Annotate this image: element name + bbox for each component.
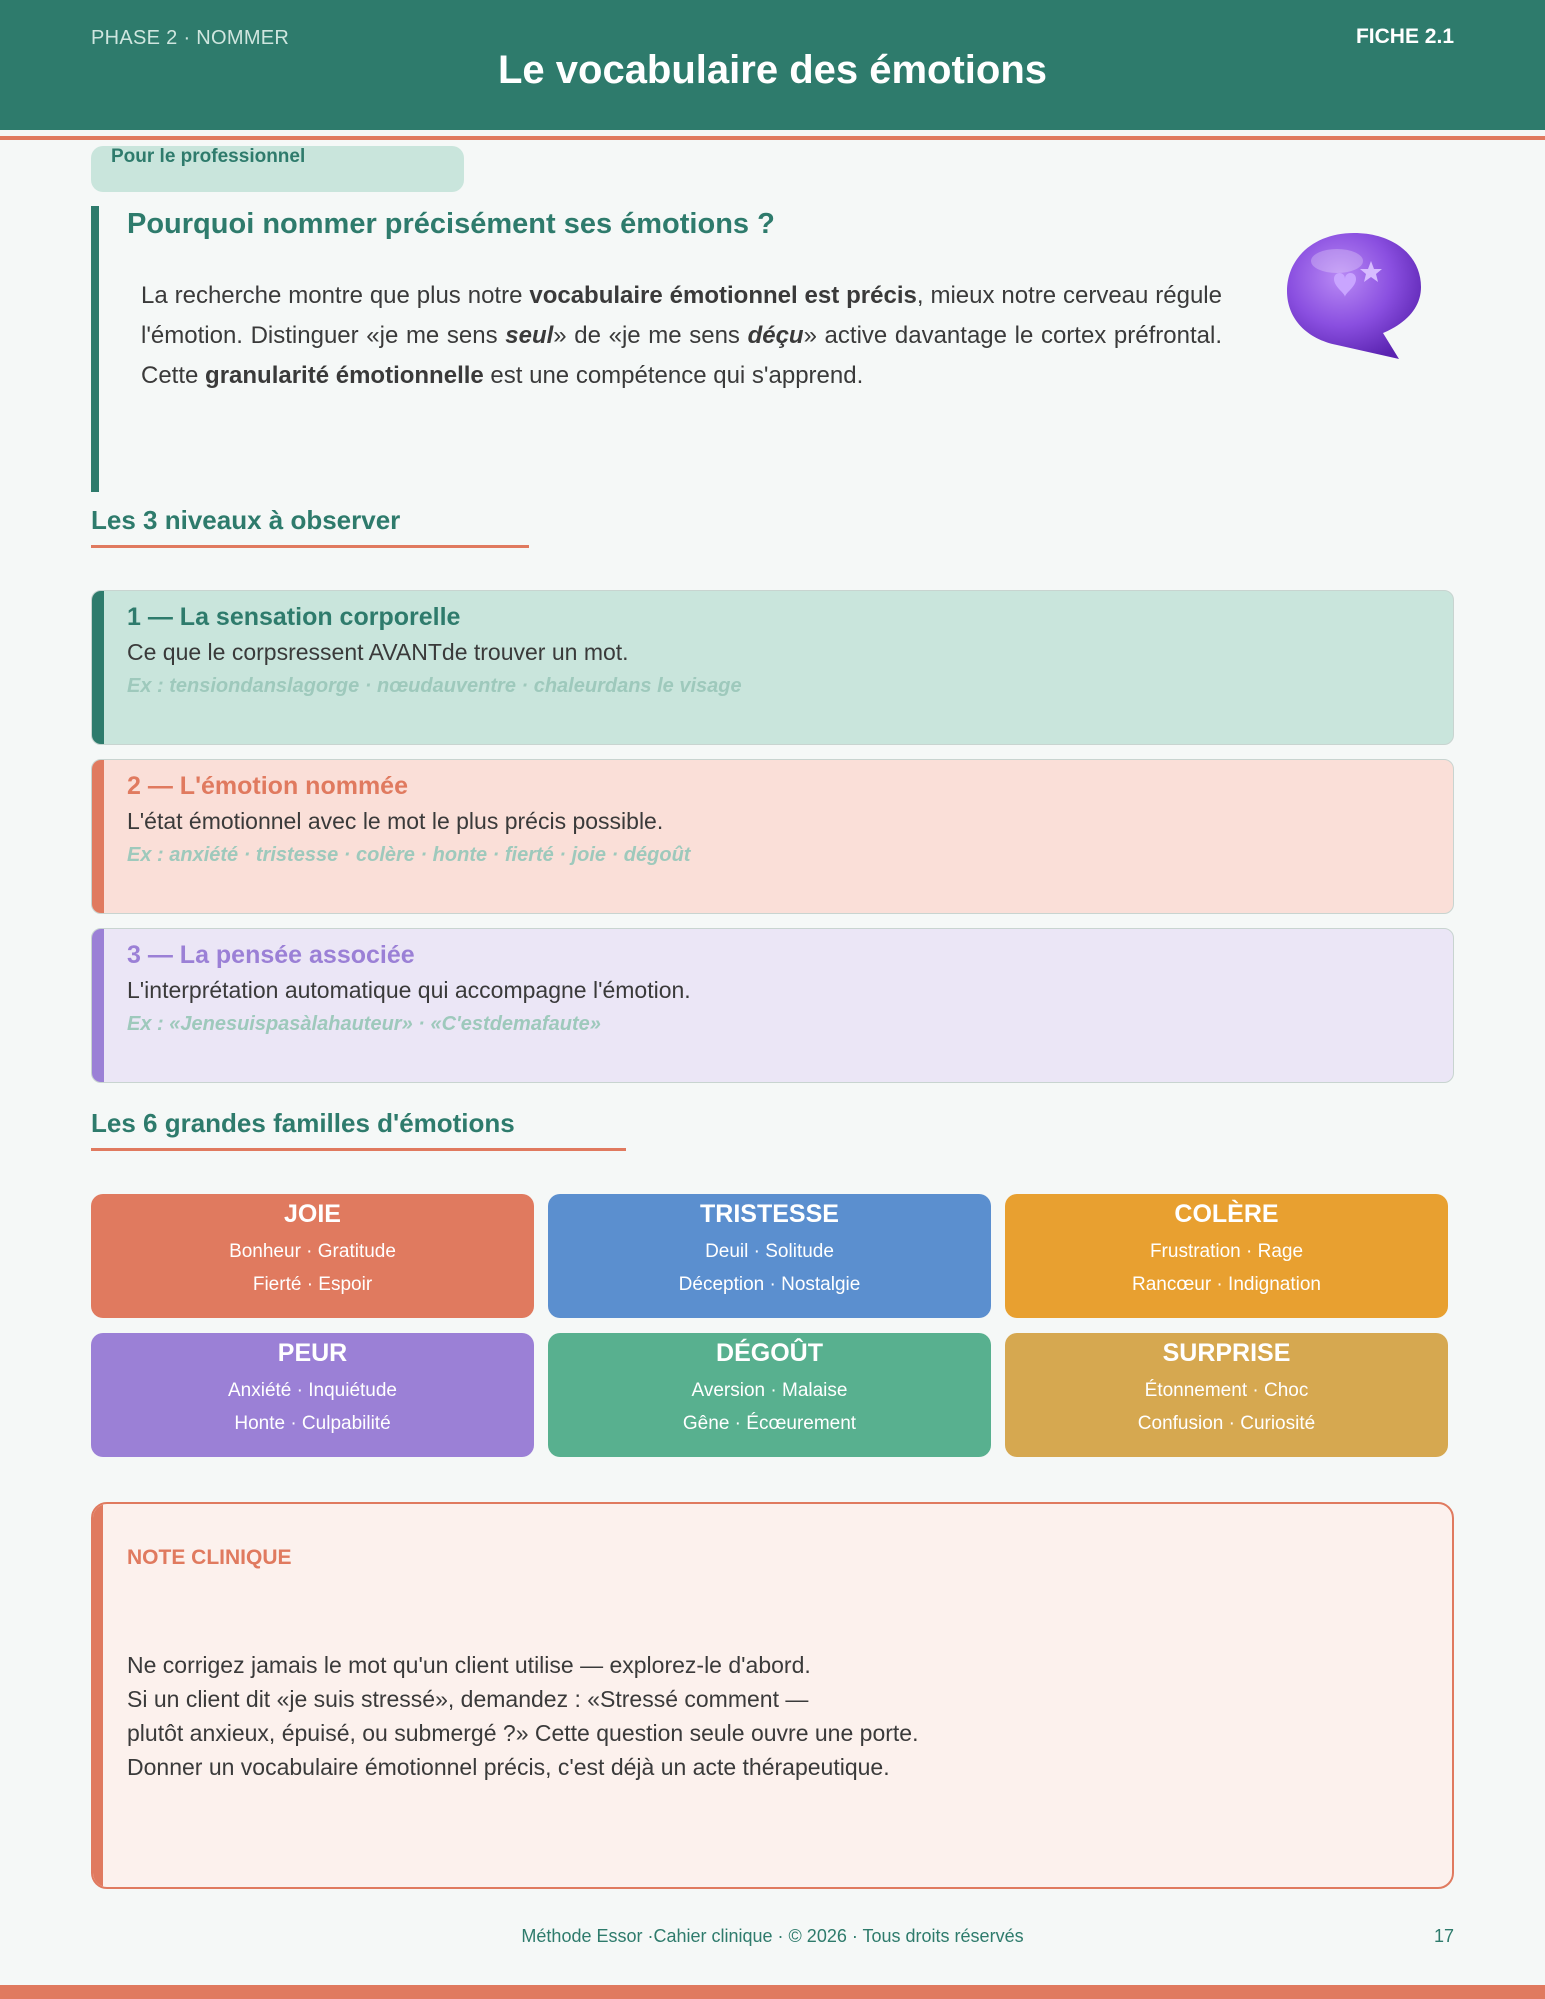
level-title: 3 — La pensée associée bbox=[127, 941, 415, 969]
family-examples-line2: Confusion · Curiosité bbox=[1137, 1413, 1316, 1434]
footer-accent-bar bbox=[0, 1985, 1545, 1999]
family-card-surprise bbox=[1005, 1333, 1448, 1457]
level-title: 2 — L'émotion nommée bbox=[127, 772, 408, 800]
heart-speech-bubble-icon bbox=[1279, 221, 1429, 371]
family-card-tristesse bbox=[548, 1194, 991, 1318]
level-description: Ce que le corpsressent AVANTde trouver un mot. bbox=[127, 639, 629, 665]
level-accent-bar bbox=[92, 591, 104, 744]
families-section-title: Les 6 grandes familles d'émotions bbox=[91, 1108, 515, 1138]
level-accent-bar bbox=[92, 929, 104, 1082]
intro-title: Pourquoi nommer précisément ses émotions ? bbox=[127, 208, 775, 240]
level-example: Ex : tensiondanslagorge · nœudauventre · chaleurdans le visage bbox=[127, 675, 742, 697]
levels-section-title: Les 3 niveaux à observer bbox=[91, 505, 401, 535]
family-name: TRISTESSE bbox=[700, 1200, 839, 1228]
family-name: PEUR bbox=[277, 1339, 348, 1367]
family-name: DÉGOÛT bbox=[716, 1339, 823, 1367]
audience-badge-label: Pour le professionnel bbox=[111, 146, 306, 167]
level-accent-bar bbox=[92, 760, 104, 913]
phase-label: PHASE 2 · NOMMER bbox=[91, 27, 290, 49]
note-line: plutôt anxieux, épuisé, ou submergé ?» Cette question seule ouvre une porte. bbox=[127, 1720, 919, 1746]
page-footer: Méthode Essor ·Cahier clinique · © 2026 · Tous droits réservés bbox=[521, 1926, 1024, 1946]
audience-badge bbox=[91, 146, 464, 192]
level-card-emotion bbox=[91, 759, 1454, 914]
note-title: NOTE CLINIQUE bbox=[127, 1546, 292, 1569]
family-examples-line2: Honte · Culpabilité bbox=[234, 1413, 391, 1434]
page-header bbox=[0, 0, 1545, 130]
family-examples-line2: Fierté · Espoir bbox=[252, 1274, 373, 1295]
intro-section bbox=[91, 206, 1301, 492]
note-line: Donner un vocabulaire émotionnel précis, c'est déjà un acte thérapeutique. bbox=[127, 1754, 890, 1780]
level-card-thought bbox=[91, 928, 1454, 1083]
families-section-underline bbox=[91, 1148, 626, 1151]
family-card-degout bbox=[548, 1333, 991, 1457]
family-examples-line1: Anxiété · Inquiétude bbox=[227, 1380, 397, 1401]
family-name: JOIE bbox=[284, 1200, 341, 1228]
intro-paragraph: La recherche montre que plus notre vocabulaire émotionnel est précis, mieux notre cerveau régule l'émotion. Distinguer «je me sens seul» de «je me sens déçu» active davantage le cortex préfrontal. Cette granularité émotionnelle est une compétence qui s'apprend. bbox=[141, 282, 1222, 389]
level-description: L'interprétation automatique qui accompagne l'émotion. bbox=[127, 977, 691, 1003]
family-examples-line1: Étonnement · Choc bbox=[1144, 1380, 1309, 1401]
clinical-note bbox=[91, 1502, 1454, 1889]
levels-section-underline bbox=[91, 545, 529, 548]
page-number: 17 bbox=[1433, 1926, 1454, 1946]
header-divider-accent bbox=[0, 136, 1545, 140]
family-card-peur bbox=[91, 1333, 534, 1457]
family-examples-line1: Frustration · Rage bbox=[1149, 1241, 1304, 1262]
family-card-colere bbox=[1005, 1194, 1448, 1318]
family-card-joie bbox=[91, 1194, 534, 1318]
level-description: L'état émotionnel avec le mot le plus précis possible. bbox=[127, 808, 664, 834]
note-line: Si un client dit «je suis stressé», demandez : «Stressé comment — bbox=[127, 1686, 809, 1712]
family-examples-line2: Rancœur · Indignation bbox=[1131, 1274, 1322, 1295]
level-card-sensation bbox=[91, 590, 1454, 745]
level-title: 1 — La sensation corporelle bbox=[127, 603, 461, 631]
note-line: Ne corrigez jamais le mot qu'un client utilise — explorez-le d'abord. bbox=[127, 1652, 811, 1678]
family-name: SURPRISE bbox=[1162, 1339, 1291, 1367]
note-body bbox=[127, 1648, 918, 1784]
note-accent-bar bbox=[93, 1504, 103, 1887]
level-example: Ex : «Jenesuispasàlahauteur» · «C'estdemafaute» bbox=[127, 1013, 601, 1035]
family-examples-line1: Bonheur · Gratitude bbox=[229, 1241, 396, 1262]
fiche-label: FICHE 2.1 bbox=[1355, 25, 1454, 48]
family-examples-line2: Gêne · Écœurement bbox=[682, 1413, 857, 1434]
family-name: COLÈRE bbox=[1174, 1200, 1279, 1228]
family-examples-line1: Aversion · Malaise bbox=[691, 1380, 848, 1401]
family-examples-line2: Déception · Nostalgie bbox=[678, 1274, 861, 1295]
intro-accent-bar bbox=[91, 206, 99, 492]
page-title: Le vocabulaire des émotions bbox=[497, 48, 1048, 92]
family-examples-line1: Deuil · Solitude bbox=[705, 1241, 834, 1262]
level-example: Ex : anxiété · tristesse · colère · honte · fierté · joie · dégoût bbox=[127, 844, 691, 866]
